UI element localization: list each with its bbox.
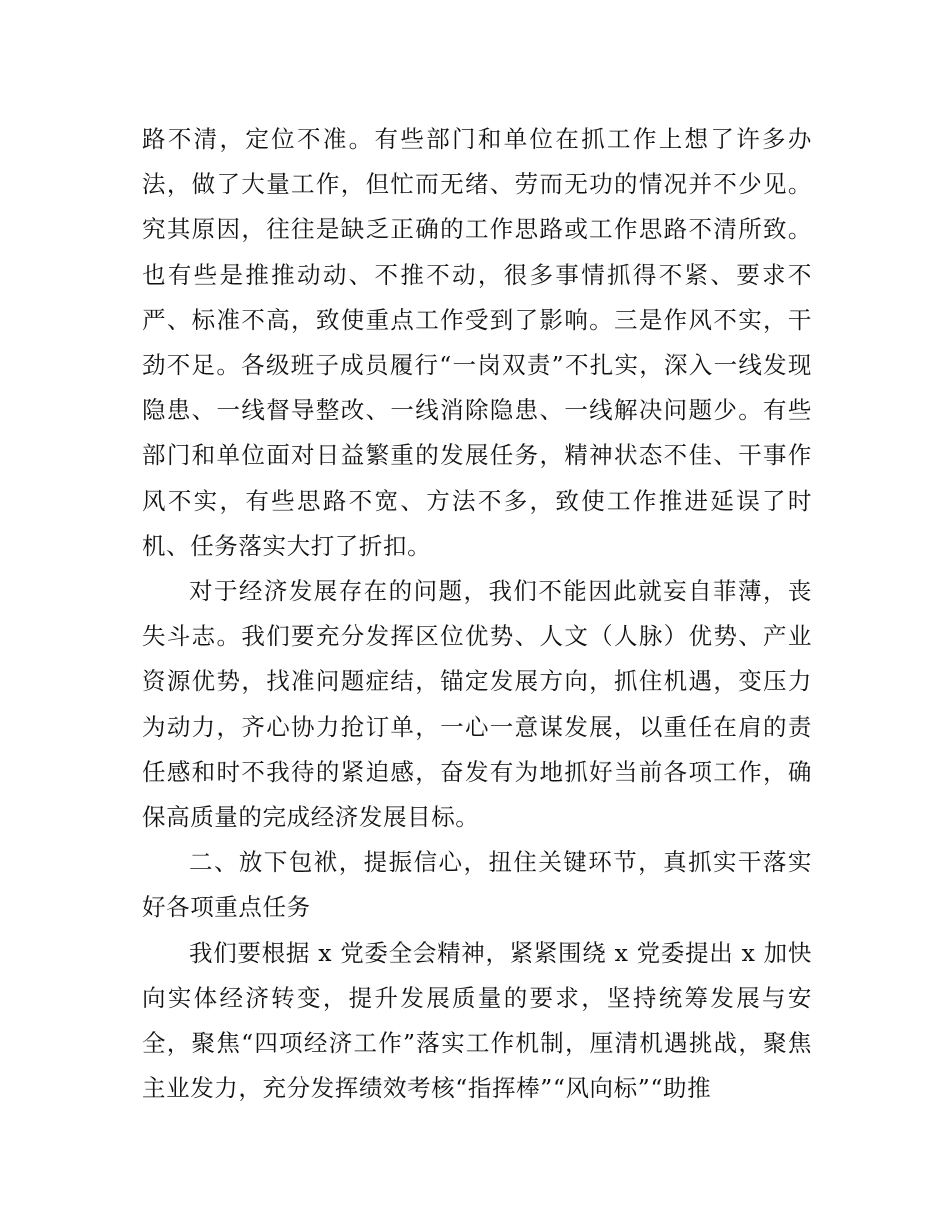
section-heading-two: 二、放下包袱，提振信心，扭住关键环节，真抓实干落实好各项重点任务 — [142, 848, 812, 922]
paragraph-party-committee: 我们要根据 x 党委全会精神，紧紧围绕 x 党委提出 x 加快向实体经济转变，提升发展质量的要求，坚持统筹发展与安全，聚焦“四项经济工作”落实工作机制，厘清机遇挑战，聚焦主业发力，充分发挥绩效考核“指挥棒”“风向标”“助推 — [142, 938, 812, 1103]
paragraph-economic-problems: 对于经济发展存在的问题，我们不能因此就妄自菲薄，丧失斗志。我们要充分发挥区位优势、人文（人脉）优势、产业资源优势，找准问题症结，锚定发展方向，抓住机遇，变压力为动力，齐心协力抢订单，一心一意谋发展，以重任在肩的责任感和时不我待的紧迫感，奋发有为地抓好当前各项工作，确保高质量的完成经济发展目标。 — [142, 577, 812, 832]
document-body — [142, 117, 812, 1111]
paragraph-continuation: 路不清，定位不准。有些部门和单位在抓工作上想了许多办法，做了大量工作，但忙而无绪、劳而无功的情况并不少见。究其原因，往往是缺乏正确的工作思路或工作思路不清所致。也有些是推推动动、不推不动，很多事情抓得不紧、要求不严、标准不高，致使重点工作受到了影响。三是作风不实，干劲不足。各级班子成员履行“一岗双责”不扎实，深入一线发现隐患、一线督导整改、一线消除隐患、一线解决问题少。有些部门和单位面对日益繁重的发展任务，精神状态不佳、干事作风不实，有些思路不宽、方法不多，致使工作推进延误了时机、任务落实大打了折扣。 — [142, 125, 812, 560]
